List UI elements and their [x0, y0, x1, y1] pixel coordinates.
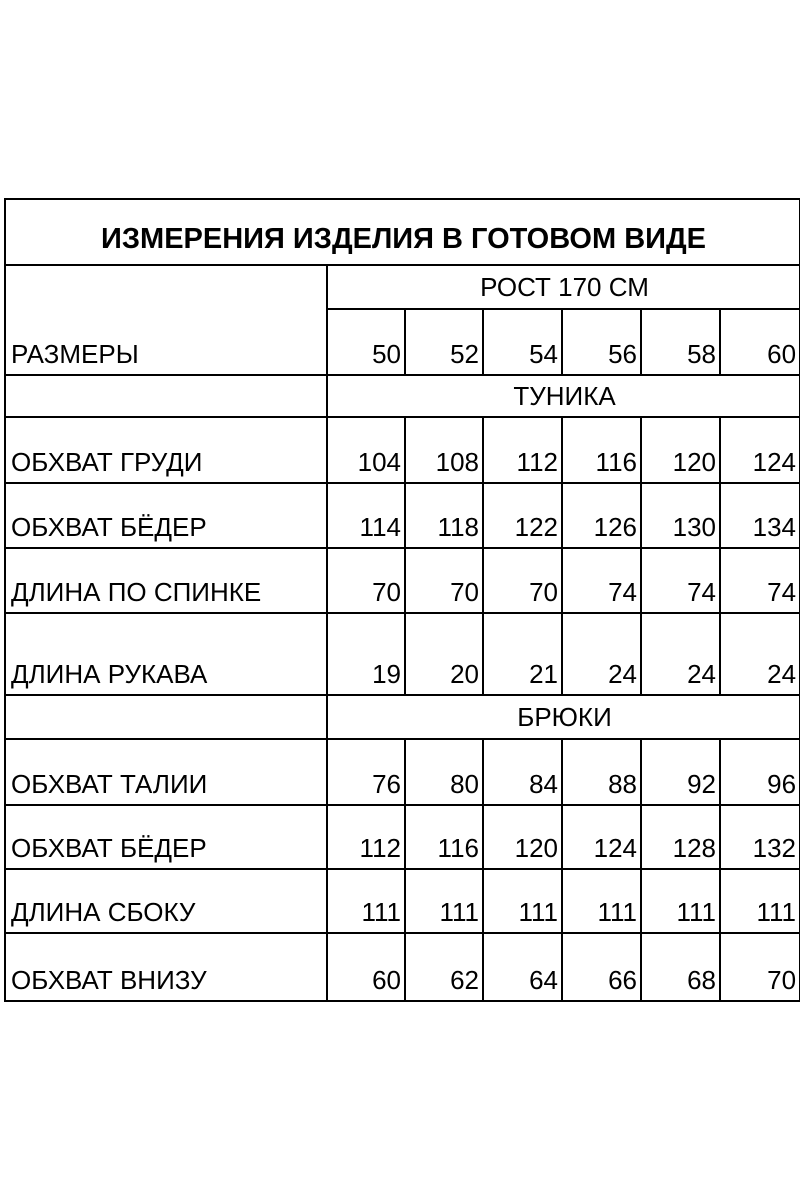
value-cell: 111	[641, 869, 720, 933]
row-label: ОБХВАТ БЁДЕР	[5, 805, 327, 869]
sizes-label: РАЗМЕРЫ	[5, 265, 327, 375]
value-cell: 21	[483, 613, 562, 695]
section-header-row	[5, 695, 800, 739]
row-label: ДЛИНА СБОКУ	[5, 869, 327, 933]
section-header-row	[5, 375, 800, 417]
row-label: ОБХВАТ ВНИЗУ	[5, 933, 327, 1001]
value-cell: 70	[720, 933, 800, 1001]
value-cell: 111	[405, 869, 483, 933]
value-cell: 134	[720, 483, 800, 548]
value-cell: 24	[720, 613, 800, 695]
value-cell: 74	[562, 548, 641, 613]
height-label: РОСТ 170 СМ	[327, 265, 800, 309]
value-cell: 70	[483, 548, 562, 613]
section-blank-cell	[5, 695, 327, 739]
value-cell: 96	[720, 739, 800, 805]
table-row	[5, 869, 800, 933]
value-cell: 111	[720, 869, 800, 933]
size-cell: 60	[720, 309, 800, 375]
value-cell: 111	[562, 869, 641, 933]
value-cell: 104	[327, 417, 405, 483]
row-label: ОБХВАТ ГРУДИ	[5, 417, 327, 483]
value-cell: 74	[720, 548, 800, 613]
value-cell: 120	[483, 805, 562, 869]
table-row	[5, 805, 800, 869]
value-cell: 70	[327, 548, 405, 613]
value-cell: 122	[483, 483, 562, 548]
value-cell: 88	[562, 739, 641, 805]
title-row	[5, 199, 800, 265]
value-cell: 19	[327, 613, 405, 695]
value-cell: 70	[405, 548, 483, 613]
row-label: ОБХВАТ БЁДЕР	[5, 483, 327, 548]
measurements-table	[4, 198, 800, 1002]
value-cell: 68	[641, 933, 720, 1001]
value-cell: 126	[562, 483, 641, 548]
table-row	[5, 483, 800, 548]
value-cell: 66	[562, 933, 641, 1001]
value-cell: 64	[483, 933, 562, 1001]
value-cell: 80	[405, 739, 483, 805]
value-cell: 112	[483, 417, 562, 483]
size-cell: 58	[641, 309, 720, 375]
section-blank-cell	[5, 375, 327, 417]
value-cell: 116	[405, 805, 483, 869]
value-cell: 124	[562, 805, 641, 869]
table-row	[5, 417, 800, 483]
table-title: ИЗМЕРЕНИЯ ИЗДЕЛИЯ В ГОТОВОМ ВИДЕ	[5, 199, 800, 265]
value-cell: 118	[405, 483, 483, 548]
value-cell: 132	[720, 805, 800, 869]
value-cell: 76	[327, 739, 405, 805]
value-cell: 92	[641, 739, 720, 805]
value-cell: 74	[641, 548, 720, 613]
height-row	[5, 265, 800, 309]
table-row	[5, 613, 800, 695]
row-label: ОБХВАТ ТАЛИИ	[5, 739, 327, 805]
value-cell: 124	[720, 417, 800, 483]
value-cell: 20	[405, 613, 483, 695]
value-cell: 112	[327, 805, 405, 869]
table-row	[5, 739, 800, 805]
section-title: БРЮКИ	[327, 695, 800, 739]
size-cell: 52	[405, 309, 483, 375]
value-cell: 84	[483, 739, 562, 805]
size-cell: 50	[327, 309, 405, 375]
value-cell: 111	[327, 869, 405, 933]
section-title: ТУНИКА	[327, 375, 800, 417]
value-cell: 108	[405, 417, 483, 483]
row-label: ДЛИНА РУКАВА	[5, 613, 327, 695]
value-cell: 62	[405, 933, 483, 1001]
value-cell: 60	[327, 933, 405, 1001]
table-row	[5, 933, 800, 1001]
value-cell: 120	[641, 417, 720, 483]
table-row	[5, 548, 800, 613]
row-label: ДЛИНА ПО СПИНКЕ	[5, 548, 327, 613]
value-cell: 116	[562, 417, 641, 483]
value-cell: 128	[641, 805, 720, 869]
value-cell: 24	[641, 613, 720, 695]
value-cell: 130	[641, 483, 720, 548]
value-cell: 114	[327, 483, 405, 548]
size-cell: 56	[562, 309, 641, 375]
value-cell: 24	[562, 613, 641, 695]
value-cell: 111	[483, 869, 562, 933]
size-cell: 54	[483, 309, 562, 375]
